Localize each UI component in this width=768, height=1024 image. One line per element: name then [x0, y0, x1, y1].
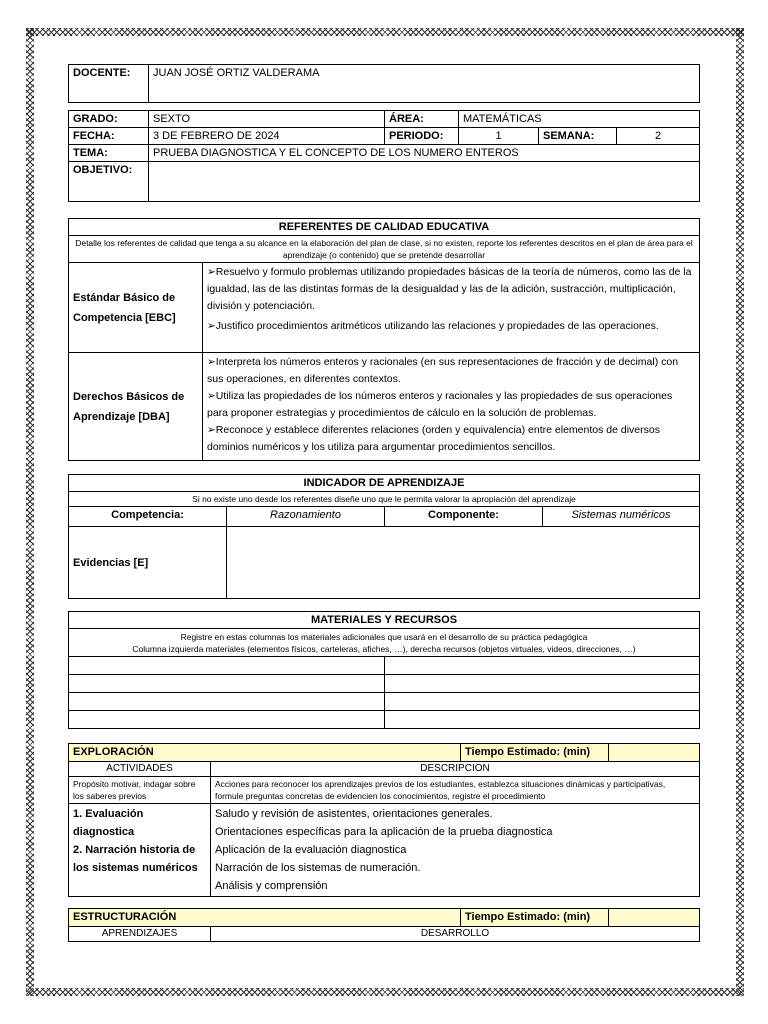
competencia-value: Razonamiento — [227, 507, 385, 527]
materiales-note-2: Columna izquierda materiales (elementos físicos, carteleras, afiches, …), derecha recursos (objetos virtuales, videos, direcciones, …) — [132, 644, 636, 654]
semana-value: 2 — [617, 128, 700, 145]
dba-label: Derechos Básicos de Aprendizaje [DBA] — [69, 353, 203, 461]
evidencias-value — [227, 527, 700, 599]
indicador-title: INDICADOR DE APRENDIZAJE — [69, 475, 700, 492]
descripcion-1: Saludo y revisión de asistentes, orientaciones generales. — [215, 808, 493, 820]
material-cell — [69, 693, 385, 711]
materiales-title: MATERIALES Y RECURSOS — [69, 612, 700, 629]
periodo-label: PERIODO: — [385, 128, 459, 145]
fecha-value: 3 DE FEBRERO DE 2024 — [149, 128, 385, 145]
area-value: MATEMÁTICAS — [459, 111, 700, 128]
periodo-value: 1 — [459, 128, 539, 145]
dba-item-3: ➢Reconoce y establece diferentes relaciones (orden y equivalencia) entre elementos de diversos dominios numéricos y los utiliza para argumentar procedimientos sencillos. — [207, 424, 660, 453]
evidencias-label: Evidencias [E] — [69, 527, 227, 599]
exploracion-title: EXPLORACIÓN — [69, 744, 461, 762]
acciones-text: Acciones para reconocer los aprendizajes previos de los estudiantes, establezca situaciones dinámicas y participativas, formule preguntas concretas de evidencien los conocimientos, registre el procedimiento — [211, 777, 700, 804]
competencia-label: Competencia: — [69, 507, 227, 527]
grado-label: GRADO: — [69, 111, 149, 128]
estructuracion-title: ESTRUCTURACIÓN — [69, 909, 461, 927]
actividad-1: 1. Evaluación diagnostica — [73, 808, 144, 838]
ebc-label: Estándar Básico de Competencia [EBC] — [69, 263, 203, 353]
dba-item-2: ➢Utiliza las propiedades de los números enteros y racionales y las propiedades de sus operaciones para proponer estrategias y procedimientos de cálculo en la solución de problemas. — [207, 390, 673, 419]
info-table — [68, 110, 700, 202]
dba-item-1: ➢Interpreta los números enteros y racionales (en sus representaciones de fracción y de decimal) con sus operaciones, en diferentes contextos. — [207, 356, 679, 385]
descripcion-5: Análisis y comprensión — [215, 880, 328, 892]
referentes-table — [68, 218, 700, 461]
exploracion-table — [68, 743, 700, 897]
desarrollo-header: DESARROLLO — [211, 927, 700, 942]
exploracion-tiempo-value — [609, 744, 700, 762]
border-left — [26, 28, 34, 996]
material-cell — [69, 711, 385, 729]
referentes-title: REFERENTES DE CALIDAD EDUCATIVA — [69, 219, 700, 236]
tema-value: PRUEBA DIAGNOSTICA Y EL CONCEPTO DE LOS NUMERO ENTEROS — [149, 145, 700, 162]
border-top — [26, 28, 744, 36]
recurso-cell — [385, 675, 700, 693]
grado-value: SEXTO — [149, 111, 385, 128]
materiales-note-1: Registre en estas columnas los materiales adicionales que usará en el desarrollo de su práctica pedagógica — [180, 632, 588, 642]
recurso-cell — [385, 693, 700, 711]
descripcion-2: Orientaciones específicas para la aplicación de la prueba diagnostica — [215, 826, 553, 838]
recurso-cell — [385, 711, 700, 729]
material-cell — [69, 675, 385, 693]
indicador-table — [68, 474, 700, 599]
actividades-header: ACTIVIDADES — [69, 762, 211, 777]
componente-label: Componente: — [385, 507, 543, 527]
descripcion-3: Aplicación de la evaluación diagnostica — [215, 844, 407, 856]
border-right — [736, 28, 744, 996]
indicador-note: Si no existe uno desde los referentes diseñe uno que le permita valorar la apropiación del aprendizaje — [69, 492, 700, 507]
materiales-table — [68, 611, 700, 729]
ebc-item-2: ➢Justifico procedimientos aritméticos utilizando las relaciones y propiedades de las operaciones. — [207, 320, 659, 332]
area-label: ÁREA: — [385, 111, 459, 128]
estructuracion-tiempo-value — [609, 909, 700, 927]
proposito-text: Propósito motivar, indagar sobre los saberes previos — [69, 777, 211, 804]
aprendizajes-header: APRENDIZAJES — [69, 927, 211, 942]
componente-value: Sistemas numéricos — [543, 507, 700, 527]
fecha-label: FECHA: — [69, 128, 149, 145]
descripcion-4: Narración de los sistemas de numeración. — [215, 862, 421, 874]
estructuracion-table — [68, 908, 700, 942]
material-cell — [69, 657, 385, 675]
objetivo-value — [149, 162, 700, 202]
estructuracion-tiempo-label: Tiempo Estimado: (min) — [461, 909, 609, 927]
tema-label: TEMA: — [69, 145, 149, 162]
docente-table — [68, 64, 700, 103]
exploracion-tiempo-label: Tiempo Estimado: (min) — [461, 744, 609, 762]
docente-label: DOCENTE: — [69, 65, 149, 103]
objetivo-label: OBJETIVO: — [69, 162, 149, 202]
referentes-note: Detalle los referentes de calidad que tenga a su alcance en la elaboración del plan de clase, si no existen, reporte los referentes descritos en el plan de área para el aprendizaje (o contenido) que se pretende desarrollar — [69, 236, 700, 263]
actividad-2: 2. Narración historia de los sistemas numéricos — [73, 844, 198, 874]
docente-value: JUAN JOSÉ ORTIZ VALDERAMA — [149, 65, 700, 103]
ebc-item-1: ➢Resuelvo y formulo problemas utilizando propiedades básicas de la teoría de números, como las de la igualdad, las de las distintas formas de la desigualdad y las de la adición, sustracción, multiplicación, división y potenciación. — [207, 266, 692, 312]
border-bottom — [26, 988, 744, 996]
semana-label: SEMANA: — [539, 128, 617, 145]
descripcion-header: DESCRIPCION — [211, 762, 700, 777]
recurso-cell — [385, 657, 700, 675]
